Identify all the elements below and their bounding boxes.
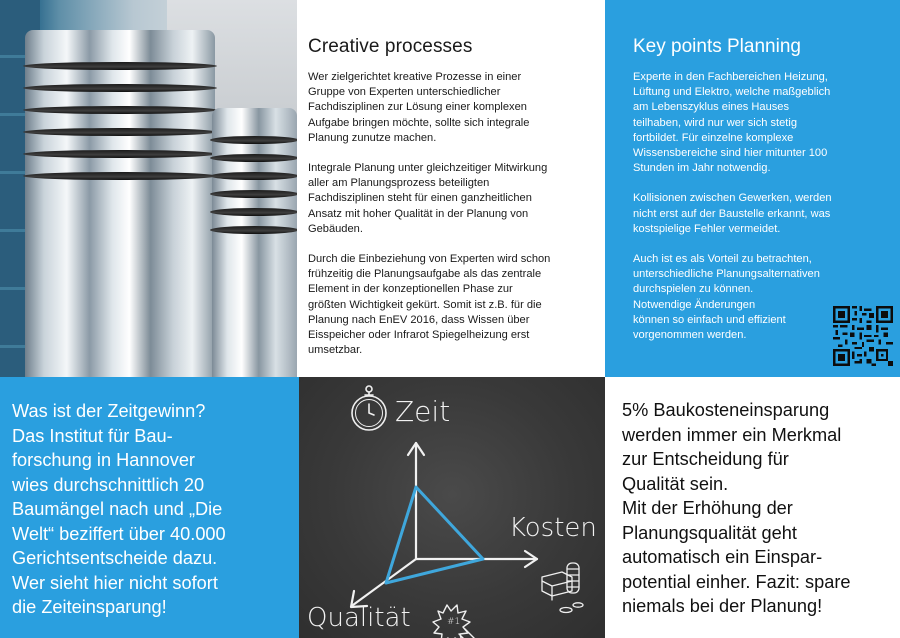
chalkboard-diagram <box>297 377 605 638</box>
text-line: niemals bei der Planung! <box>622 596 823 616</box>
creative-paragraph <box>308 161 605 237</box>
steel-chimney-small <box>212 108 297 377</box>
text-line: Element in der konzeptionellen Phase zur <box>308 283 513 296</box>
text-line: vorgenommen werden. <box>633 329 747 342</box>
quality-label: Qualität <box>307 603 411 633</box>
text-line: Integrale Planung unter gleichzeitiger Mitwirkung <box>308 162 548 175</box>
text-line: umsetzbar. <box>308 344 363 357</box>
cost-label: Kosten <box>509 513 597 543</box>
qr-code-icon[interactable] <box>833 305 893 367</box>
text-line: Fachdisziplinen steht für einen ganzheitlichen <box>308 192 532 205</box>
text-line: Wer zielgerichtet kreative Prozesse in einer <box>308 71 522 83</box>
creative-paragraph <box>308 70 605 146</box>
text-line: Gerichtsentscheide dazu. <box>12 548 218 568</box>
text-line: Was ist der Zeitgewinn? <box>12 401 206 421</box>
text-line: aller am Planungsprozess beteiligten <box>308 177 490 190</box>
text-line: Ansatz mit hoher Qualität in der Planung von <box>308 207 529 220</box>
text-line: teilhaben, wird nur wer sich stetig <box>633 116 798 129</box>
text-line: werden immer ein Merkmal <box>622 424 842 445</box>
text-line: Wer sieht hier nicht sofort <box>12 572 218 593</box>
text-line: Experte in den Fachbereichen Heizung, <box>633 71 828 83</box>
text-line: nicht erst auf der Baustelle erkannt, was <box>633 207 831 220</box>
text-line: fortbildet. Für einzelne komplexe <box>633 131 794 144</box>
text-line: können so einfach und effizient <box>633 313 786 326</box>
award-badge-text: #1 <box>447 617 461 627</box>
text-line: Fachdisziplinen zur Lösung einer komplexen <box>308 101 527 114</box>
text-line: automatisch ein Einspar- <box>622 547 823 567</box>
chimney-photo <box>0 0 297 377</box>
text-line: Kollisionen zwischen Gewerken, werden <box>633 192 832 205</box>
creative-processes-section <box>297 0 605 377</box>
text-line: am Lebenszyklus eines Hauses <box>633 101 790 114</box>
text-line: Wissensbereiche sind hier mitunter 100 <box>633 147 828 160</box>
text-line: wies durchschnittlich 20 <box>12 474 205 495</box>
steel-chimney-large <box>25 30 215 377</box>
text-line: Notwendige Änderungen <box>633 298 756 311</box>
time-label: Zeit <box>395 395 451 428</box>
text-line: Stunden im Jahr notwendig. <box>633 162 771 175</box>
text-line: Das Institut für Bau- <box>12 425 173 446</box>
text-line: Auch ist es als Vorteil zu betrachten, <box>633 253 812 266</box>
creative-paragraph <box>308 252 605 358</box>
text-line: Gebäuden. <box>308 222 363 235</box>
text-line: Qualität sein. <box>622 473 729 494</box>
text-line: Baumängel nach und „Die <box>12 499 223 519</box>
text-line: Aufgabe bringen möchte, sollte sich integrale <box>308 116 530 129</box>
text-line: Planung nach EnEV 2016, dass Wissen über <box>308 313 530 326</box>
cost-savings-text <box>622 398 900 619</box>
text-line: frühzeitig die Planungsaufgabe als das zentrale <box>308 268 542 281</box>
key-points-section <box>605 0 900 377</box>
text-line: Mit der Erhöhung der <box>622 498 793 518</box>
text-line: Eisspeicher oder Infrarot Spiegelheizung erst <box>308 329 530 342</box>
creative-title: Creative processes <box>308 36 473 57</box>
stopwatch-icon <box>352 386 386 430</box>
text-line: forschung in Hannover <box>12 450 195 470</box>
quality-cost-time-triangle <box>386 487 483 583</box>
money-stack-icon <box>542 563 583 613</box>
text-line: unterschiedliche Planungsalternativen <box>633 268 820 281</box>
text-line: kostspielige Fehler vermeidet. <box>633 222 781 235</box>
text-line: zur Entscheidung für <box>622 449 789 469</box>
text-line: 5% Baukosteneinsparung <box>622 400 830 420</box>
text-line: durchspielen zu können. <box>633 283 754 296</box>
text-line: die Zeiteinsparung! <box>12 597 167 617</box>
text-line: größten Wichtigkeit gekürt. Somit ist z.B. für die <box>308 298 542 311</box>
quality-axis <box>353 559 416 605</box>
key-points-title: Key points Planning <box>633 36 801 57</box>
time-gain-section <box>0 377 297 638</box>
cost-savings-section <box>605 377 900 638</box>
key-points-paragraph <box>633 70 900 176</box>
text-line: potential einher. Fazit: spare <box>622 571 851 592</box>
text-line: Planung zunutze machen. <box>308 131 437 144</box>
text-line: Durch die Einbeziehung von Experten wird schon <box>308 253 551 266</box>
text-line: Welt“ beziffert über 40.000 <box>12 523 226 544</box>
text-line: Lüftung und Elektro, welche maßgeblich <box>633 86 831 99</box>
time-gain-text <box>12 399 297 620</box>
text-line: Gruppe von Experten unterschiedlicher <box>308 86 501 99</box>
key-points-paragraph <box>633 191 900 237</box>
text-line: Planungsqualität geht <box>622 522 797 543</box>
